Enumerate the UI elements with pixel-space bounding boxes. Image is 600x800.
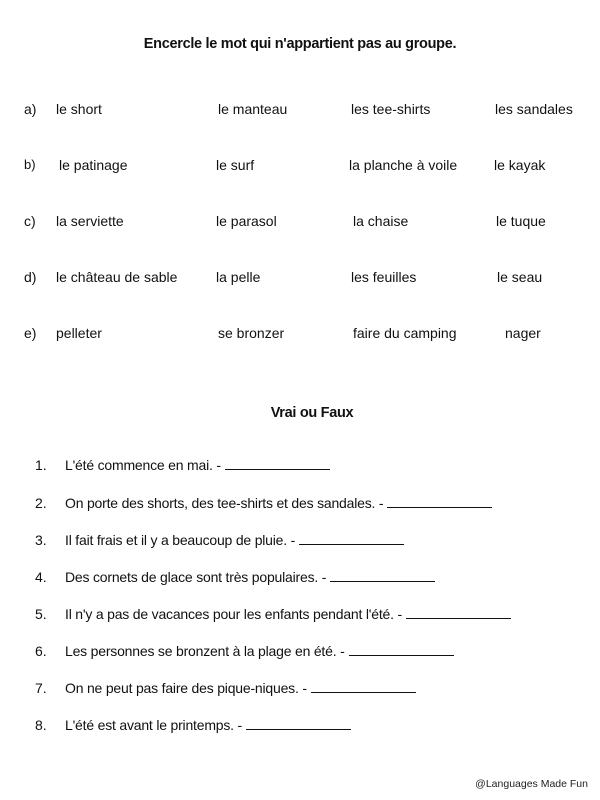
- statement: On ne peut pas faire des pique-niques. -: [65, 680, 307, 696]
- footer-credit: @Languages Made Fun: [475, 778, 588, 790]
- answer-blank[interactable]: [299, 532, 404, 545]
- word-option[interactable]: pelleter: [56, 325, 102, 341]
- statement: On porte des shorts, des tee-shirts et des sandales. -: [65, 495, 384, 511]
- page-title: Encercle le mot qui n'appartient pas au groupe.: [143, 36, 457, 52]
- word-option[interactable]: les tee-shirts: [351, 101, 431, 117]
- word-option[interactable]: le château de sable: [56, 269, 178, 285]
- word-option[interactable]: la serviette: [56, 213, 124, 229]
- word-option[interactable]: la chaise: [353, 213, 409, 229]
- word-option[interactable]: la planche à voile: [349, 157, 458, 173]
- word-option[interactable]: le surf: [216, 157, 255, 173]
- item-number: 8.: [35, 717, 47, 733]
- section-title-true-false: Vrai ou Faux: [270, 405, 354, 421]
- item-number: 2.: [35, 495, 47, 511]
- statement: Des cornets de glace sont très populaires. -: [65, 569, 327, 585]
- item-number: 6.: [35, 643, 47, 659]
- word-option[interactable]: le seau: [497, 269, 543, 285]
- word-option[interactable]: nager: [505, 325, 541, 341]
- word-option[interactable]: se bronzer: [218, 325, 285, 341]
- row-letter: a): [24, 101, 37, 117]
- word-option[interactable]: la pelle: [216, 269, 261, 285]
- word-option[interactable]: le tuque: [496, 213, 546, 229]
- row-letter: e): [24, 325, 37, 341]
- word-option[interactable]: le manteau: [218, 101, 288, 117]
- answer-blank[interactable]: [225, 457, 330, 470]
- word-option[interactable]: faire du camping: [353, 325, 457, 341]
- row-letter: c): [24, 213, 36, 229]
- statement: Il n'y a pas de vacances pour les enfants pendant l'été. -: [65, 606, 402, 622]
- row-letter: d): [24, 269, 37, 285]
- word-option[interactable]: les sandales: [495, 101, 573, 117]
- word-option[interactable]: le short: [56, 101, 102, 117]
- word-option[interactable]: le patinage: [59, 157, 128, 173]
- statement: L'été commence en mai. -: [65, 457, 221, 473]
- answer-blank[interactable]: [246, 717, 351, 730]
- word-option[interactable]: le parasol: [216, 213, 277, 229]
- answer-blank[interactable]: [406, 606, 511, 619]
- row-letter: b): [24, 157, 36, 172]
- item-number: 5.: [35, 606, 47, 622]
- statement: L'été est avant le printemps. -: [65, 717, 243, 733]
- answer-blank[interactable]: [330, 569, 435, 582]
- item-number: 3.: [35, 532, 47, 548]
- statement: Il fait frais et il y a beaucoup de pluie. -: [65, 532, 296, 548]
- statement: Les personnes se bronzent à la plage en été. -: [65, 643, 345, 659]
- item-number: 1.: [35, 457, 47, 473]
- word-option[interactable]: le kayak: [494, 157, 546, 173]
- answer-blank[interactable]: [311, 680, 416, 693]
- word-option[interactable]: les feuilles: [351, 269, 417, 285]
- item-number: 4.: [35, 569, 47, 585]
- answer-blank[interactable]: [387, 495, 492, 508]
- item-number: 7.: [35, 680, 47, 696]
- answer-blank[interactable]: [349, 643, 454, 656]
